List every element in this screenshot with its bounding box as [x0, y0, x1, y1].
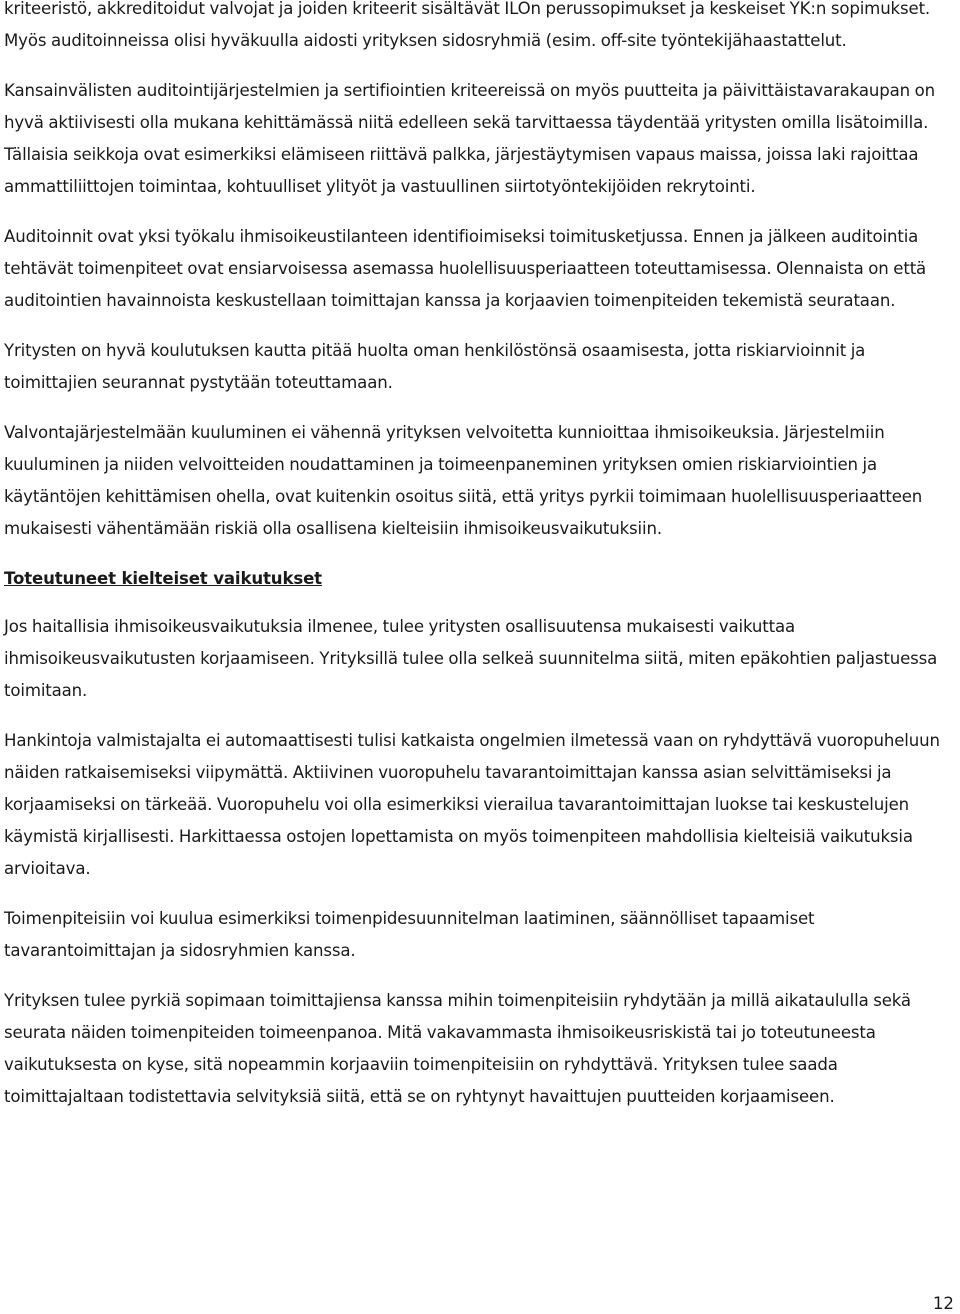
- paragraph: Jos haitallisia ihmisoikeusvaikutuksia ilmenee, tulee yritysten osallisuutensa mukaisesti vaikuttaa ihmisoikeusvaikutusten korjaamiseen. Yrityksillä tulee olla selkeä suunnitelma siitä, miten epäkohtien paljastuessa toimitaan.: [4, 617, 938, 700]
- paragraph: Auditoinnit ovat yksi työkalu ihmisoikeustilanteen identifioimiseksi toimitusketjussa. Ennen ja jälkeen auditointia tehtävät toimenpiteet ovat ensiarvoisessa asemassa huolellisuusperiaatteen toteuttamisessa. Olennaista on että auditointien havainnoista keskustellaan toimittajan kanssa ja korjaavien toimenpiteiden tekemistä seurataan.: [4, 227, 927, 310]
- paragraph: Toimenpiteisiin voi kuulua esimerkiksi toimenpidesuunnitelman laatiminen, säännölliset tapaamiset tavarantoimittajan ja sidosryhmien kanssa.: [4, 909, 815, 960]
- paragraph: Yritysten on hyvä koulutuksen kautta pitää huolta oman henkilöstönsä osaamisesta, jotta riskiarvioinnit ja toimittajien seurannat pystytään toteuttamaan.: [4, 341, 866, 392]
- paragraph: Yrityksen tulee pyrkiä sopimaan toimittajiensa kanssa mihin toimenpiteisiin ryhdytään ja millä aikataululla sekä seurata näiden toimenpiteiden toimeenpanoa. Mitä vakavammasta ihmisoikeusriskistä tai jo toteutuneesta vaikutuksesta on kyse, sitä nopeammin korjaaviin toimenpiteisiin on ryhdyttävä. Yrityksen tulee saada toimittajaltaan todistettavia selvityksiä siitä, että se on ryhtynyt havaittujen puutteiden korjaamiseen.: [4, 991, 911, 1106]
- paragraph: Valvontajärjestelmään kuuluminen ei vähennä yrityksen velvoitetta kunnioittaa ihmisoikeuksia. Järjestelmiin kuuluminen ja niiden velvoitteiden noudattaminen ja toimeenpaneminen yrityksen omien riskiarviointien ja käytäntöjen kehittämisen ohella, ovat kuitenkin osoitus siitä, että yritys pyrkii toimimaan huolellisuusperiaatteen mukaisesti vähentämään riskiä olla osallisena kielteisiin ihmisoikeusvaikutuksiin.: [4, 423, 923, 538]
- paragraph: Hankintoja valmistajalta ei automaattisesti tulisi katkaista ongelmien ilmetessä vaan on ryhdyttävä vuoropuheluun näiden ratkaisemiseksi viipymättä. Aktiivinen vuoropuhelu tavarantoimittajan kanssa asian selvittämiseksi ja korjaamiseksi on tärkeää. Vuoropuhelu voi olla esimerkiksi vierailua tavarantoimittajan luokse tai keskustelujen käymistä kirjallisesti. Harkittaessa ostojen lopettamista on myös toimenpiteen mahdollisia kielteisiä vaikutuksia arvioitava.: [4, 731, 940, 878]
- section-heading: Toteutuneet kielteiset vaikutukset: [4, 569, 322, 588]
- paragraph: kriteeristö, akkreditoidut valvojat ja joiden kriteerit sisältävät ILOn perussopimukset ja keskeiset YK:n sopimukset. Myös auditoinneissa olisi hyväkuulla aidosti yrityksen sidosryhmiä (esim. off-site työntekijähaastattelut.: [4, 0, 931, 50]
- paragraph: Kansainvälisten auditointijärjestelmien ja sertifiointien kriteereissä on myös puutteita ja päivittäistavarakaupan on hyvä aktiivisesti olla mukana kehittämässä niitä edelleen sekä tarvittaessa täydentää yritysten omilla lisätoimilla. Tällaisia seikkoja ovat esimerkiksi elämiseen riittävä palkka, järjestäytymisen vapaus maissa, joissa laki rajoittaa ammattiliittojen toimintaa, kohtuulliset ylityöt ja vastuullinen siirtotyöntekijöiden rekrytointi.: [4, 81, 935, 196]
- page-number: 12: [932, 1294, 954, 1313]
- document-body: [4, 0, 956, 1131]
